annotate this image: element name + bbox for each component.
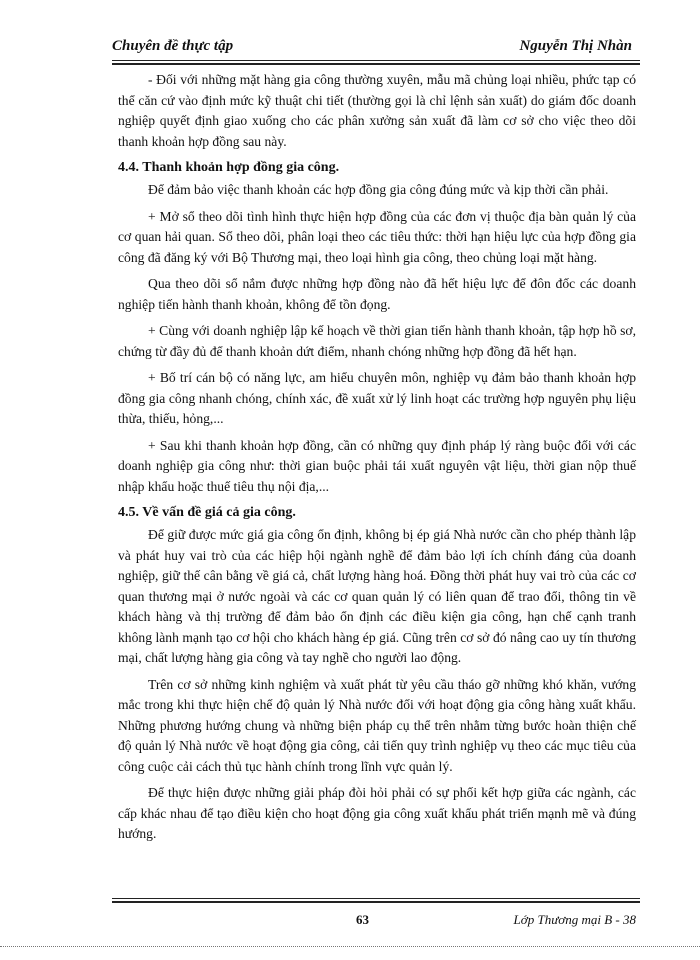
header-rule-thick (112, 63, 640, 65)
page-number: 63 (356, 912, 369, 927)
page-content (118, 70, 636, 845)
header-title: Chuyên đề thực tập (112, 38, 234, 54)
page-header (112, 38, 632, 60)
paragraph: Qua theo dõi sổ nắm được những hợp đồng nào đã hết hiệu lực để đôn đốc các doanh nghiệp tiến hành thanh khoản, không để tồn đọng. (118, 276, 636, 312)
paragraph: + Mở sổ theo dõi tình hình thực hiện hợp đồng của các đơn vị thuộc địa bàn quản lý của cơ quan hải quan. Sổ theo dõi, phân loại theo các tiêu thức: thời hạn hiệu lực của hợp đồng gia công đã đăng ký với Bộ Thương mại, theo loại hình gia công, theo chủng loại mặt hàng. (118, 208, 636, 265)
paragraph: - Đối với những mặt hàng gia công thường xuyên, mẫu mã chủng loại nhiều, phức tạp có thể căn cứ vào định mức kỹ thuật chi tiết (thường gọi là chỉ lệnh sản xuất) do giám đốc doanh nghiệp quyết định giao xuống cho các phân xưởng sản xuất đã làm cơ sở cho việc theo dõi thanh khoản hợp đồng sau này. (118, 72, 636, 149)
page-bottom-border (0, 946, 700, 947)
paragraph: Để thực hiện được những giải pháp đòi hỏi phải có sự phối kết hợp giữa các ngành, các cấp khác nhau để tạo điều kiện cho hoạt động gia công xuất khẩu phát triển mạnh mẽ và đúng hướng. (118, 785, 636, 841)
header-author: Nguyễn Thị Nhàn (519, 38, 632, 54)
paragraph: Trên cơ sở những kinh nghiệm và xuất phát từ yêu cầu tháo gỡ những khó khăn, vướng mắc trong khi thực hiện chế độ quản lý Nhà nước đối với hoạt động gia công hàng xuất khẩu. Những phương hướng chung và những biện pháp cụ thể trên nhằm từng bước hoàn thiện chế độ quản lý Nhà nước về hoạt động gia công, cải tiến quy trình nghiệp vụ theo các mục tiêu của công cuộc cải cách thủ tục hành chính trong lĩnh vực quản lý. (118, 676, 636, 774)
paragraph: + Cùng với doanh nghiệp lập kế hoạch về thời gian tiến hành thanh khoản, tập hợp hồ sơ, chứng từ đầy đủ để thanh khoản dứt điểm, nhanh chóng những hợp đồng đã hết hạn. (118, 323, 636, 359)
section-heading-4-4: 4.4. Thanh khoản hợp đồng gia công. (118, 160, 340, 175)
footer-rule (112, 898, 640, 899)
footer-class: Lớp Thương mại B - 38 (513, 912, 636, 927)
paragraph: + Sau khi thanh khoản hợp đồng, cần có những quy định pháp lý ràng buộc đối với các doanh nghiệp gia công như: thời gian buộc phải tái xuất nguyên vật liệu, thời gian nộp thuế nhập khẩu hoặc thuế tiêu thụ nội địa,... (118, 437, 636, 494)
footer-rule-thick (112, 901, 640, 903)
paragraph: Để giữ được mức giá gia công ổn định, không bị ép giá Nhà nước cần cho phép thành lập và phát huy vai trò của các hiệp hội ngành nghề để đảm bảo lợi ích chính đáng của doanh nghiệp, giữ thế cân bằng về giá cả, chất lượng hàng hoá. Đồng thời phát huy vai trò của các cơ quan thương mại ở nước ngoài và các cơ quan quản lý có liên quan để trao đổi, thông tin về khách hàng và thị trường để đảm bảo ổn định các điều kiện gia công, hạn chế cạnh tranh không lành mạnh tạo cơ hội cho khách hàng ép giá. Cũng trên cơ sở đó nâng cao uy tín thương mại, chất lượng hàng gia công và tay nghề cho người lao động. (118, 527, 636, 665)
paragraph: Để đảm bảo việc thanh khoản các hợp đồng gia công đúng mức và kịp thời cần phải. (148, 182, 609, 197)
header-rule (112, 60, 640, 61)
section-heading-4-5: 4.5. Về vấn đề giá cả gia công. (118, 505, 296, 520)
paragraph: + Bố trí cán bộ có năng lực, am hiểu chuyên môn, nghiệp vụ đảm bảo thanh khoản hợp đồng gia công nhanh chóng, chính xác, đề xuất xử lý linh hoạt các trường hợp nguyên phụ liệu thừa, thiếu, hỏng,... (118, 370, 636, 426)
